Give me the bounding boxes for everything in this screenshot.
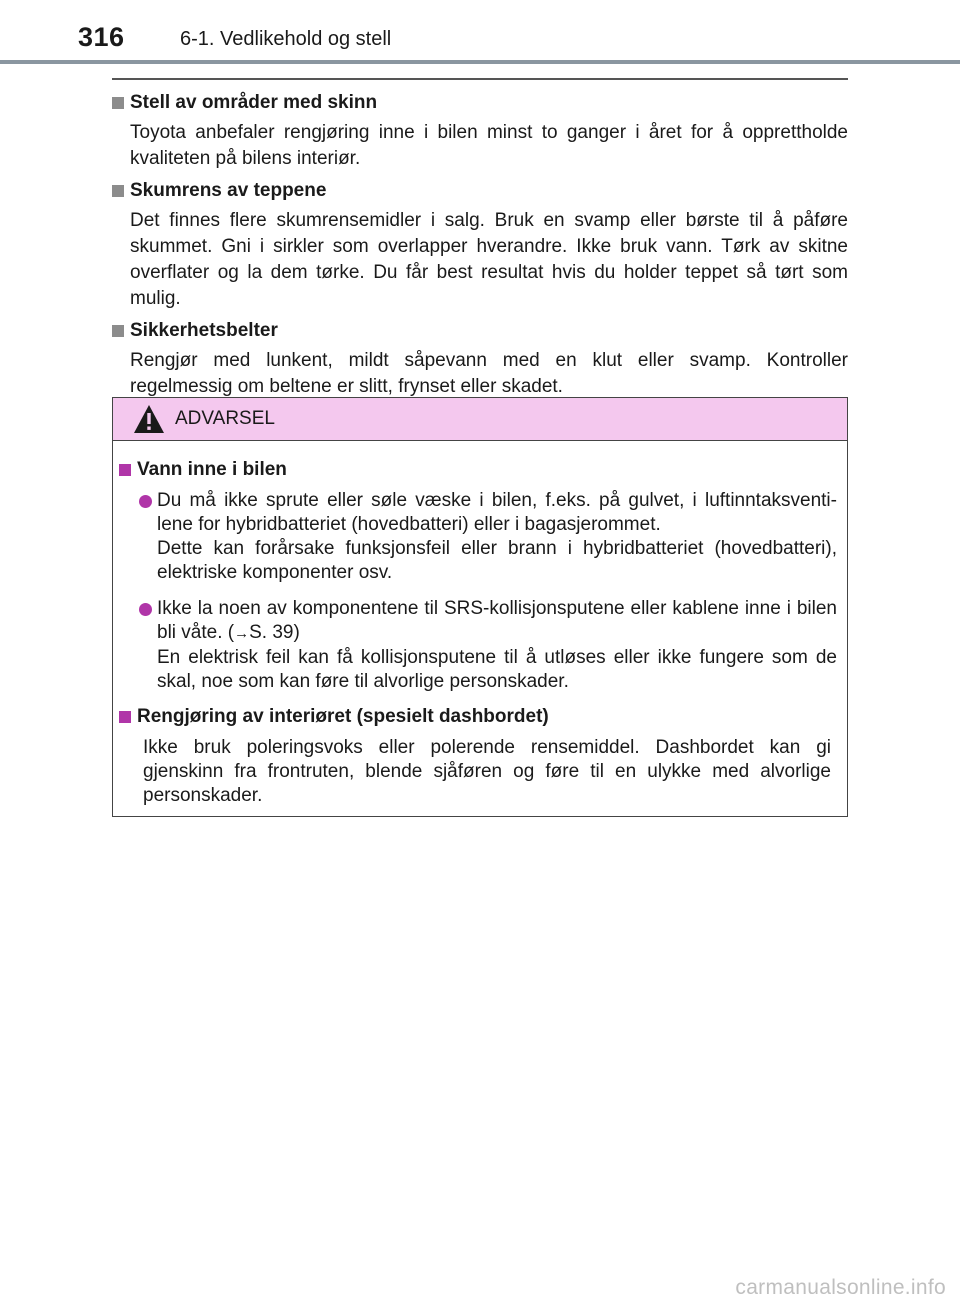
main-content <box>112 90 848 406</box>
section-body: Det finnes flere skumrensemidler i salg. Bruk en svamp eller børste til å påføre skummet. Gni i sirkler som overlapper hverandre. Ikke bruk vann. Tørk av skitne overflater og la dem tørke. Du får best resultat hvis du holder teppet så tørt som mulig. <box>130 210 848 309</box>
bullet-text: En elektrisk feil kan få kollisjonsputene til å utløses eller ikke fungere som de skal, noe som kan føre til alvorlige personskader. <box>157 647 837 692</box>
square-bullet-icon <box>112 185 124 197</box>
square-bullet-icon <box>119 464 131 476</box>
section-heading: Skumrens av teppene <box>130 180 327 201</box>
chapter-title: 6-1. Vedlikehold og stell <box>180 28 392 50</box>
watermark: carmanualsonline.info <box>735 1276 946 1299</box>
warning-body <box>113 441 847 808</box>
page-reference-link[interactable]: S. 39) <box>249 622 300 643</box>
bullet-text: Ikke la noen av komponentene til SRS-kollisjonsputene eller kablene inne i bilen bli våte. ( <box>157 598 837 643</box>
warning-box <box>112 397 848 817</box>
bullet-text: Du må ikke sprute eller søle væske i bilen, f.eks. på gulvet, i luftinntaksventi- lene for hybridbatteriet (hovedbatteri) eller i bagasjerommet. <box>157 490 837 535</box>
warning-bullet-item <box>139 597 837 694</box>
square-bullet-icon <box>112 97 124 109</box>
square-bullet-icon <box>112 325 124 337</box>
warning-section-body: Ikke bruk poleringsvoks eller polerende rensemiddel. Dashbordet kan gi gjenskinn fra frontruten, blende sjåføren og føre til en ulykke med alvorlige personskader. <box>143 737 831 806</box>
warning-section-dashboard <box>119 704 837 808</box>
page-number: 316 <box>78 22 125 52</box>
warning-header <box>113 398 847 441</box>
section-carpet-cleaning <box>112 178 848 312</box>
circle-bullet-icon <box>139 603 152 616</box>
warning-bullet-item <box>139 489 837 585</box>
warning-triangle-icon <box>133 404 165 434</box>
section-heading: Stell av områder med skinn <box>130 92 378 113</box>
header-divider <box>0 60 960 64</box>
warning-title: ADVARSEL <box>175 408 275 429</box>
bullet-text: Dette kan forårsake funksjonsfeil eller brann i hybridbatteriet (hovedbatteri), elektriske komponenter osv. <box>157 538 837 583</box>
section-leather-care <box>112 90 848 172</box>
section-heading: Sikkerhetsbelter <box>130 320 278 341</box>
warning-section-heading: Rengjøring av interiøret (spesielt dashbordet) <box>137 706 549 727</box>
section-body: Toyota anbefaler rengjøring inne i bilen minst to ganger i året for å opprettholde kvaliteten på bilens interiør. <box>130 122 848 169</box>
section-body: Rengjør med lunkent, mildt såpevann med en klut eller svamp. Kontroller regelmessig om beltene er slitt, frynset eller skadet. <box>130 350 848 397</box>
section-divider <box>112 78 848 80</box>
square-bullet-icon <box>119 711 131 723</box>
arrow-right-icon: → <box>234 625 250 642</box>
section-seat-belts <box>112 318 848 400</box>
warning-section-heading: Vann inne i bilen <box>137 459 287 480</box>
warning-section-water <box>119 457 837 694</box>
circle-bullet-icon <box>139 495 152 508</box>
